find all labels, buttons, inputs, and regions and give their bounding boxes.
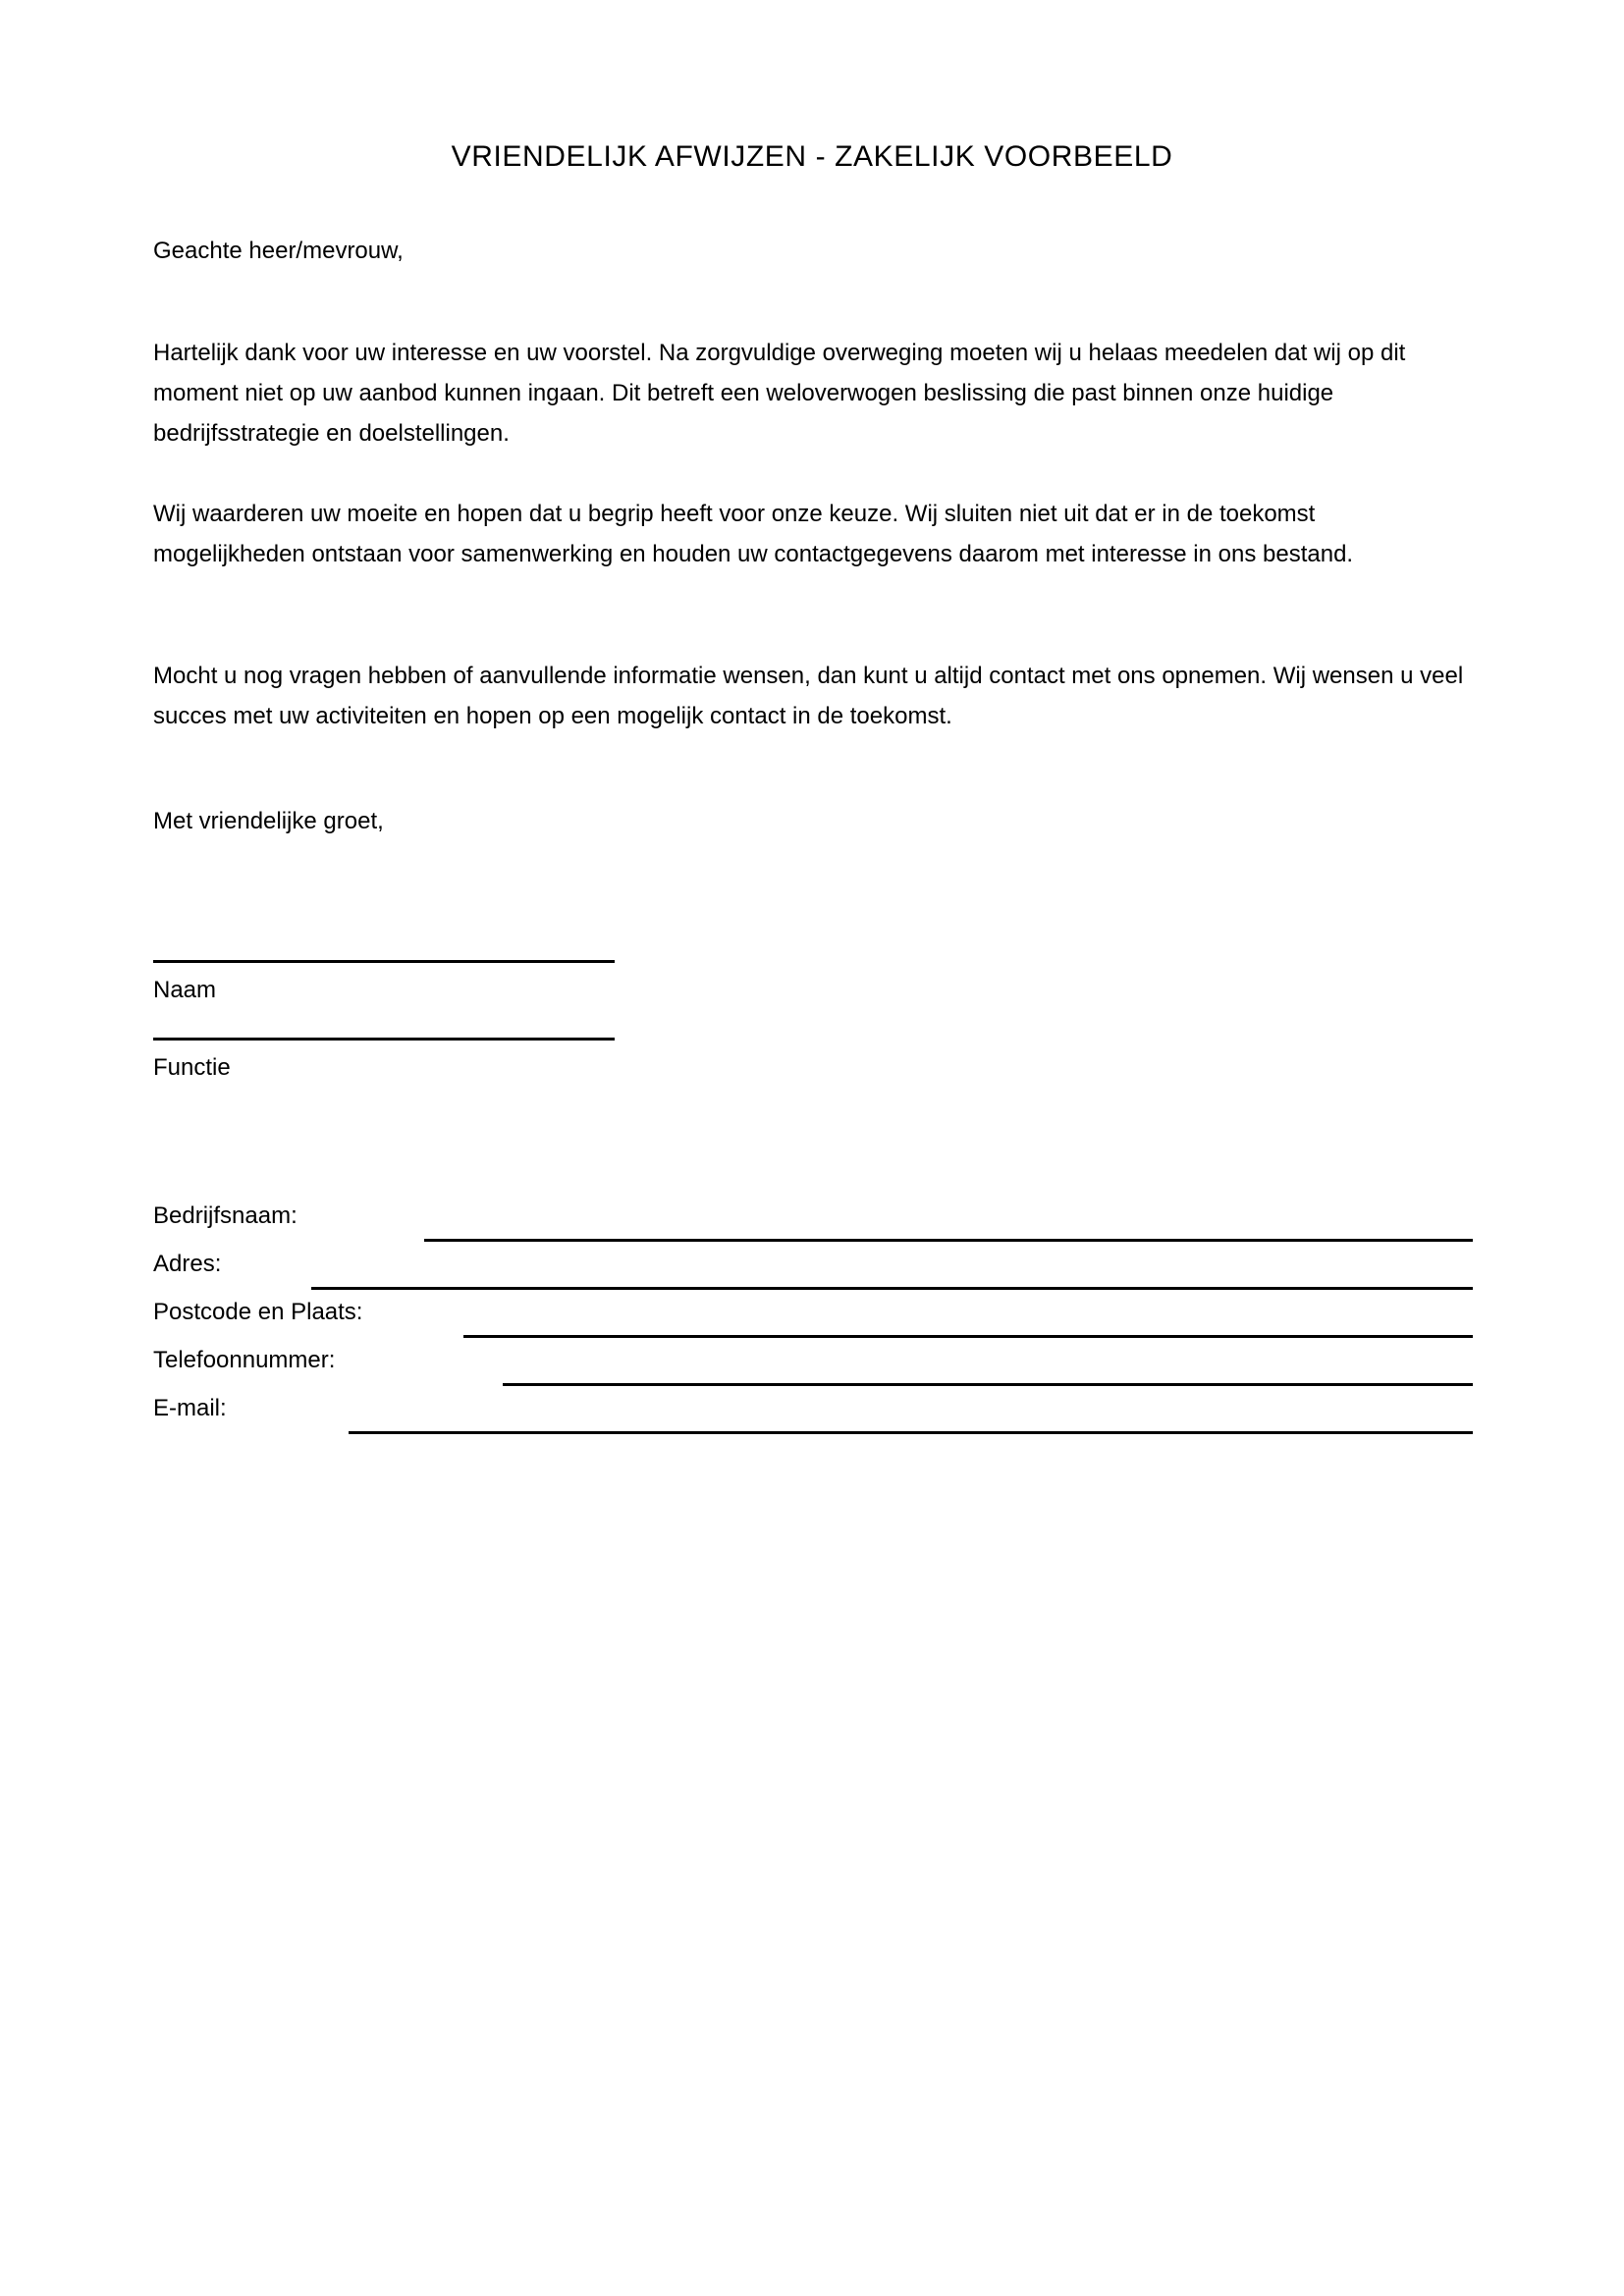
contact-label-email: E-mail: <box>153 1395 227 1421</box>
contact-label-postcode-en-plaats: Postcode en Plaats: <box>153 1299 363 1325</box>
signature-field-functie <box>153 1038 782 1088</box>
contact-label-bedrijfsnaam: Bedrijfsnaam: <box>153 1202 298 1229</box>
contact-row-telefoonnummer <box>153 1344 1473 1392</box>
body-paragraph-1: Hartelijk dank voor uw interesse en uw voorstel. Na zorgvuldige overweging moeten wij u helaas meedelen dat wij op dit moment niet op uw aanbod kunnen ingaan. Dit betreft een weloverwogen beslissing die past binnen onze huidige bedrijfsstrategie en doelstellingen. <box>153 340 1406 447</box>
contact-row-email <box>153 1392 1473 1440</box>
contact-label-adres: Adres: <box>153 1251 222 1277</box>
contact-input-postcode-en-plaats[interactable] <box>463 1335 1473 1338</box>
signature-field-naam <box>153 960 782 1010</box>
salutation-text: Geachte heer/mevrouw, <box>153 238 404 264</box>
contact-row-postcode-en-plaats <box>153 1296 1473 1344</box>
contact-input-adres[interactable] <box>311 1287 1473 1290</box>
signature-label-naam: Naam <box>153 977 217 1003</box>
contact-row-adres <box>153 1248 1473 1296</box>
body-paragraph-2: Wij waarderen uw moeite en hopen dat u begrip heeft voor onze keuze. Wij sluiten niet uit dat er in de toekomst mogelijkheden ontstaan voor samenwerking en houden uw contactgegevens daarom met interesse in ons bestand. <box>153 501 1354 567</box>
contact-details-block <box>153 1200 1473 1440</box>
contact-row-bedrijfsnaam <box>153 1200 1473 1248</box>
contact-label-telefoonnummer: Telefoonnummer: <box>153 1347 336 1373</box>
contact-input-telefoonnummer[interactable] <box>503 1383 1473 1386</box>
closing-text: Met vriendelijke groet, <box>153 808 384 834</box>
contact-input-bedrijfsnaam[interactable] <box>424 1239 1473 1242</box>
body-paragraph-3: Mocht u nog vragen hebben of aanvullende informatie wensen, dan kunt u altijd contact met ons opnemen. Wij wensen u veel succes met uw activiteiten en hopen op een mogelijk contact in de toekomst. <box>153 663 1464 729</box>
signature-label-functie: Functie <box>153 1054 231 1081</box>
contact-input-email[interactable] <box>349 1431 1473 1434</box>
page-title: VRIENDELIJK AFWIJZEN - ZAKELIJK VOORBEELD <box>451 140 1173 174</box>
